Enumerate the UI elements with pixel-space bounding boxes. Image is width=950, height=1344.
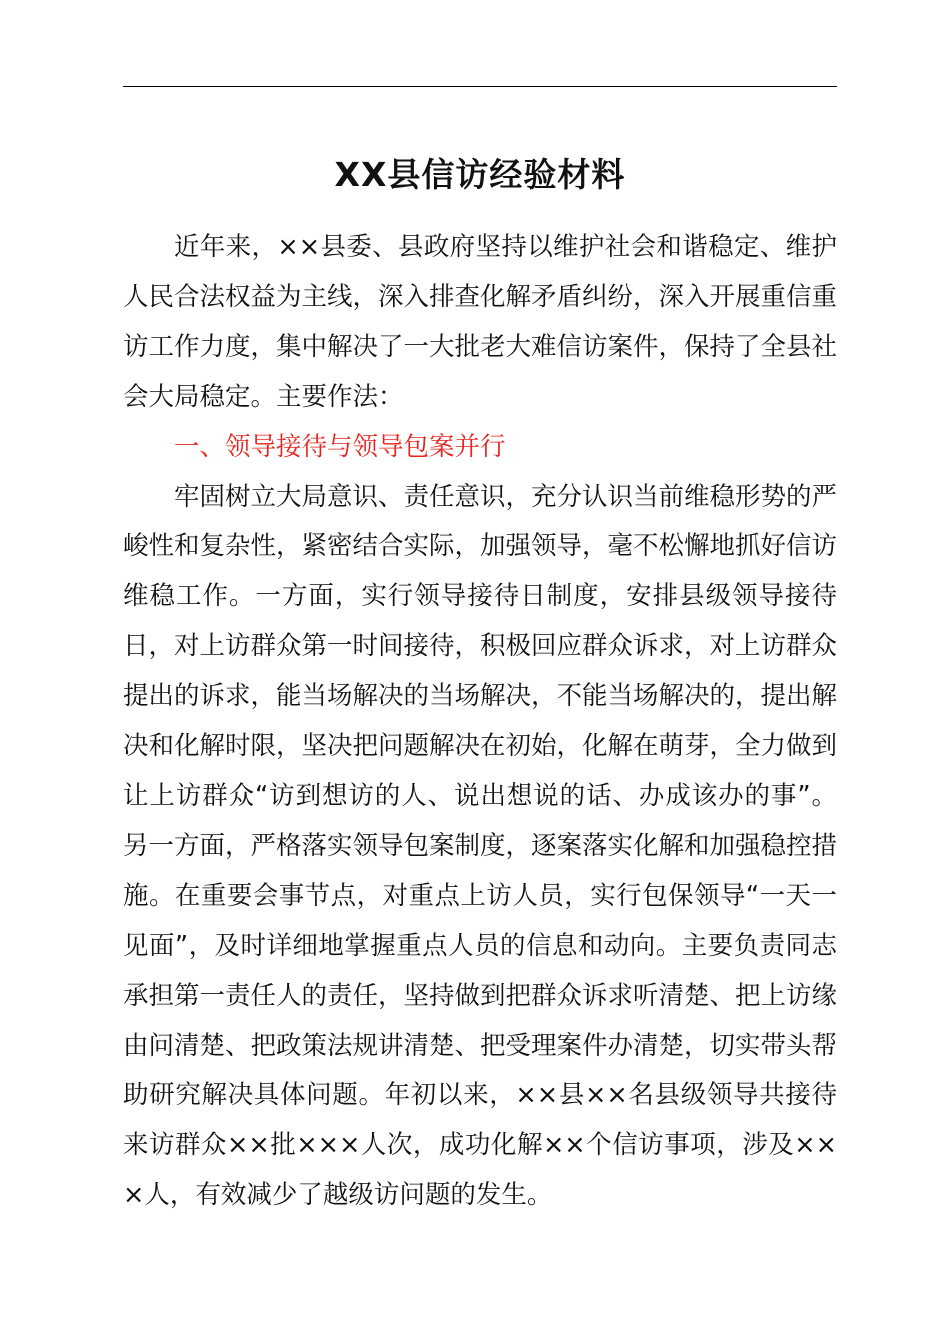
header-rule (123, 86, 837, 87)
intro-paragraph: 近年来，××县委、县政府坚持以维护社会和谐稳定、维护人民合法权益为主线，深入排查化解矛盾纠纷，深入开展重信重访工作力度，集中解决了一大批老大难信访案件，保持了全县社会大局稳定。主要作法： (123, 232, 838, 412)
section-heading-1: 一、领导接待与领导包案并行 (174, 431, 506, 462)
section-paragraph-1: 牢固树立大局意识、责任意识，充分认识当前维稳形势的严峻性和复杂性，紧密结合实际，加强领导，毫不松懈地抓好信访维稳工作。一方面，实行领导接待日制度，安排县级领导接待日，对上访群众第一时间接待，积极回应群众诉求，对上访群众提出的诉求，能当场解决的当场解决，不能当场解决的，提出解决和化解时限，坚决把问题解决在初始，化解在萌芽，全力做到让上访群众“访到想访的人、说出想说的话、办成该办的事”。另一方面，严格落实领导包案制度，逐案落实化解和加强稳控措施。在重要会事节点，对重点上访人员，实行包保领导“一天一见面”，及时详细地掌握重点人员的信息和动向。主要负责同志承担第一责任人的责任，坚持做到把群众诉求听清楚、把上访缘由问清楚、把政策法规讲清楚、把受理案件办清楚，切实带头帮助研究解决具体问题。年初以来，××县××名县级领导共接待来访群众××批×××人次，成功化解××个信访事项，涉及×××人，有效减少了越级访问题的发生。 (123, 481, 838, 1211)
document-body (123, 223, 837, 1221)
document-title: XX县信访经验材料 (334, 155, 626, 194)
